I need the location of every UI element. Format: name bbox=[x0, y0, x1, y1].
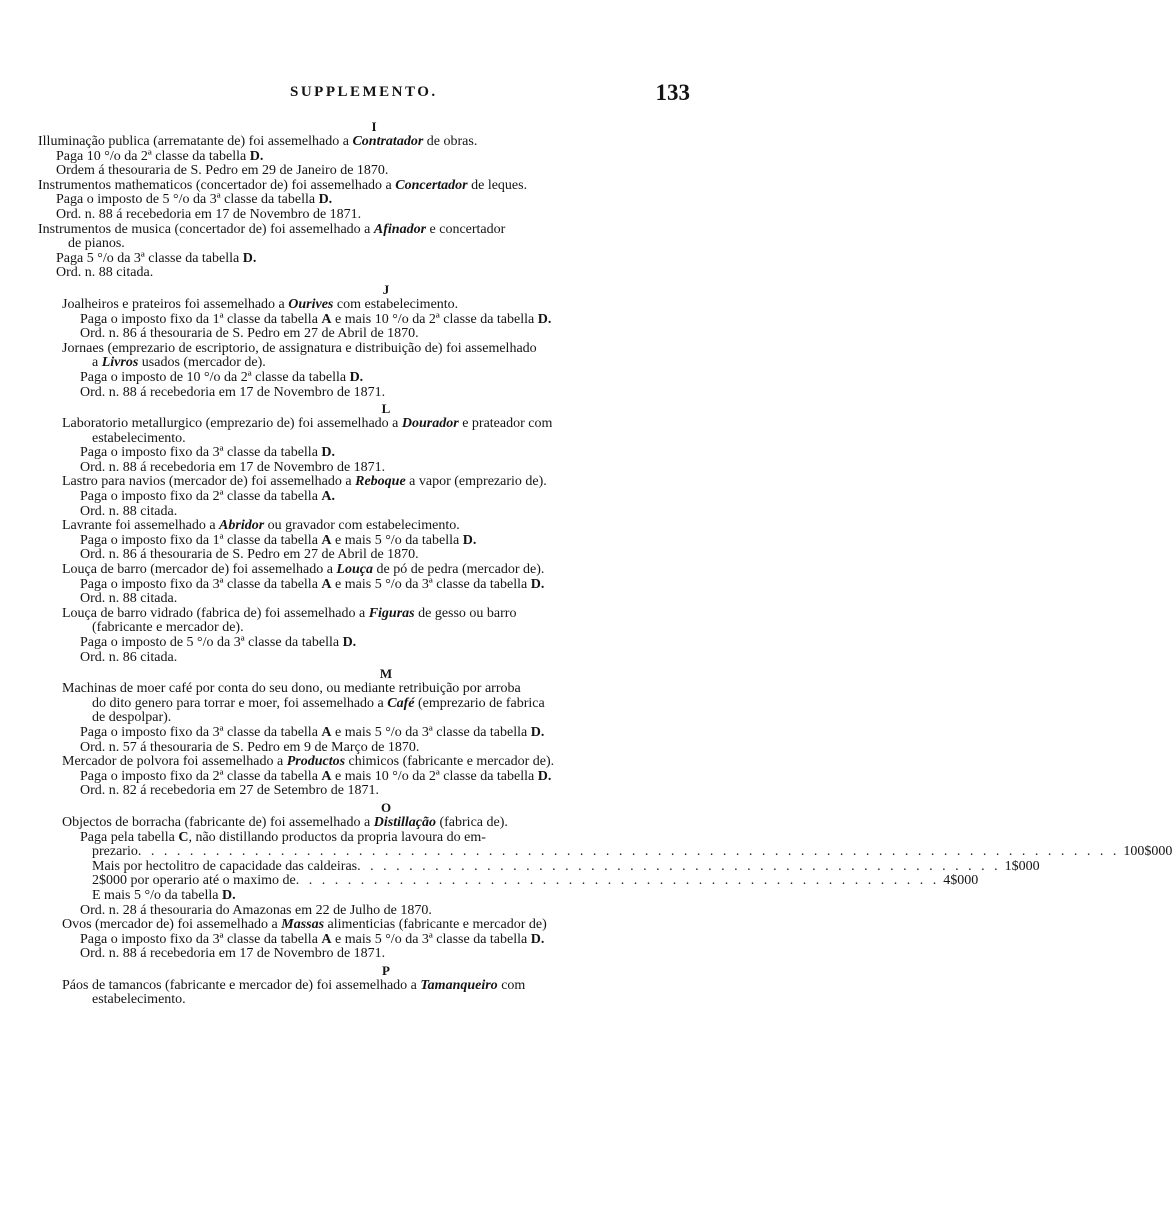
entry-reference: Ord. n. 82 á recebedoria em 27 de Setembro de 1871. bbox=[80, 783, 379, 799]
section-heading-m: M bbox=[379, 666, 393, 682]
entry-instrumentos-musica: Instrumentos de musica (concertador de) foi assemelhado a Afinador e concertador bbox=[38, 221, 506, 237]
entry-reference: Ord. n. 88 á recebedoria em 17 de Novembro de 1871. bbox=[80, 946, 386, 962]
entry-reference: Ord. n. 86 á thesouraria de S. Pedro em 27 de Abril de 1870. bbox=[80, 547, 419, 563]
page-number: 133 bbox=[655, 80, 690, 105]
section-heading-i: I bbox=[371, 119, 377, 134]
entry-mercador-polvora: Mercador de polvora foi assemelhado a Productos chimicos (fabricante e mercador de). bbox=[62, 754, 555, 770]
section-heading-o: O bbox=[380, 799, 392, 815]
section-heading-l: L bbox=[381, 401, 391, 417]
entry-detail: Paga o imposto fixo da 1ª classe da tabella A e mais 5 °/o da tabella D. bbox=[80, 532, 477, 548]
page-body bbox=[38, 118, 1172, 1008]
entry-continuation: (fabricante e mercador de). bbox=[92, 620, 244, 636]
entry-detail: Paga pela tabella C, não distillando productos da propria lavoura do em- bbox=[80, 829, 486, 845]
entry-detail: Paga o imposto de 10 °/o da 2ª classe da tabella D. bbox=[80, 369, 364, 385]
running-title: SUPPLEMENTO. bbox=[290, 84, 438, 100]
page-header bbox=[0, 80, 768, 110]
entry-paos-tamancos: Páos de tamancos (fabricante e mercador de) foi assemelhado a Tamanqueiro com bbox=[62, 977, 526, 993]
entry-detail: Paga o imposto fixo da 2ª classe da tabella A e mais 10 °/o da 2ª classe da tabella D. bbox=[80, 768, 552, 784]
entry-objectos-borracha: Objectos de borracha (fabricante de) foi assemelhado a Distillação (fabrica de). bbox=[62, 814, 508, 830]
entry-continuation: de pianos. bbox=[68, 236, 125, 252]
entry-detail: Paga o imposto de 5 °/o da 3ª classe da tabella D. bbox=[56, 192, 333, 208]
entry-machinas-cafe: Machinas de moer café por conta do seu dono, ou mediante retribuição por arroba bbox=[62, 681, 521, 697]
entry-instrumentos-mathematicos: Instrumentos mathematicos (concertador de) foi assemelhado a Concertador de leques. bbox=[38, 177, 528, 193]
entry-detail: Paga 10 °/o da 2ª classe da tabella D. bbox=[56, 148, 264, 164]
entry-detail: E mais 5 °/o da tabella D. bbox=[92, 887, 236, 903]
fee-row: Mais por hectolitro de capacidade das caldeiras . . . . . . . . . . . . . . . . . . . . . . . . . . . . . . . . . . . . . . . . . . . . . . . . . . 1$000 bbox=[92, 858, 1040, 874]
entry-reference: Ord. n. 88 á recebedoria em 17 de Novembro de 1871. bbox=[56, 206, 362, 222]
entry-detail: Paga o imposto de 5 °/o da 3ª classe da tabella D. bbox=[80, 635, 357, 650]
entry-detail: Paga o imposto fixo da 3ª classe da tabella A e mais 5 °/o da 3ª classe da tabella D. bbox=[80, 576, 545, 592]
entry-continuation: de despolpar). bbox=[92, 710, 172, 726]
entry-jornaes: Jornaes (emprezario de escriptorio, de assignatura e distribuição de) foi assemelhado bbox=[62, 340, 537, 356]
entry-laboratorio: Laboratorio metallurgico (emprezario de) foi assemelhado a Dourador e prateador com bbox=[62, 416, 553, 432]
entry-reference: Ord. n. 88 citada. bbox=[80, 503, 178, 519]
entry-lavrante: Lavrante foi assemelhado a Abridor ou gravador com estabelecimento. bbox=[62, 518, 460, 534]
entry-reference: Ord. n. 28 á thesouraria do Amazonas em 22 de Julho de 1870. bbox=[80, 902, 432, 918]
entry-reference: Ord. n. 88 á recebedoria em 17 de Novembro de 1871. bbox=[80, 459, 386, 475]
fee-row: prezario . . . . . . . . . . . . . . . . . . . . . . . . . . . . . . . . . . . . . . . . . . . . . . . . . . . . . . . . . . . . . . . . . . . . . . . . . . . . 100$000 bbox=[92, 844, 1172, 860]
entry-reference: Ord. n. 88 á recebedoria em 17 de Novembro de 1871. bbox=[80, 384, 386, 400]
entry-illuminacao: Illuminação publica (arrematante de) foi assemelhado a Contratador de obras. bbox=[38, 134, 478, 149]
entry-continuation: do dito genero para torrar e moer, foi assemelhado a Café (emprezario de fabrica bbox=[92, 695, 545, 711]
entry-continuation: estabelecimento. bbox=[92, 992, 186, 1008]
entry-detail: Paga o imposto fixo da 3ª classe da tabella D. bbox=[80, 445, 336, 461]
entry-reference: Ord. n. 57 á thesouraria de S. Pedro em 9 de Março de 1870. bbox=[80, 739, 420, 755]
entry-reference: Ordem á thesouraria de S. Pedro em 29 de Janeiro de 1870. bbox=[56, 163, 389, 179]
entry-reference: Ord. n. 86 citada. bbox=[80, 649, 178, 665]
entry-louca-vidrado: Louça de barro vidrado (fabrica de) foi assemelhado a Figuras de gesso ou barro bbox=[62, 605, 517, 621]
entry-continuation: estabelecimento. bbox=[92, 430, 186, 446]
section-heading-p: P bbox=[382, 962, 390, 978]
entry-louca-barro: Louça de barro (mercador de) foi assemelhado a Louça de pó de pedra (mercador de). bbox=[62, 562, 545, 578]
entry-detail: Paga o imposto fixo da 3ª classe da tabella A e mais 5 °/o da 3ª classe da tabella D. bbox=[80, 931, 545, 947]
entry-reference: Ord. n. 88 citada. bbox=[56, 265, 154, 281]
entry-detail: Paga o imposto fixo da 3ª classe da tabella A e mais 5 °/o da 3ª classe da tabella D. bbox=[80, 724, 545, 740]
entry-detail: Paga 5 °/o da 3ª classe da tabella D. bbox=[56, 250, 257, 266]
entry-lastro: Lastro para navios (mercador de) foi assemelhado a Reboque a vapor (emprezario de). bbox=[62, 474, 547, 490]
entry-continuation: a Livros usados (mercador de). bbox=[92, 355, 266, 371]
fee-row: 2$000 por operario até o maximo de . . . . . . . . . . . . . . . . . . . . . . . . . . . . . . . . . . . . . . . . . . . . . . . . . . 4$000 bbox=[92, 873, 979, 889]
entry-ovos: Ovos (mercador de) foi assemelhado a Massas alimenticias (fabricante e mercador de) bbox=[62, 917, 547, 933]
entry-detail: Paga o imposto fixo da 1ª classe da tabella A e mais 10 °/o da 2ª classe da tabella D. bbox=[80, 311, 552, 327]
section-heading-j: J bbox=[382, 281, 390, 297]
entry-joalheiros: Joalheiros e prateiros foi assemelhado a Ourives com estabelecimento. bbox=[62, 296, 459, 312]
entry-reference: Ord. n. 86 á thesouraria de S. Pedro em 27 de Abril de 1870. bbox=[80, 326, 419, 342]
entry-reference: Ord. n. 88 citada. bbox=[80, 591, 178, 607]
entry-detail: Paga o imposto fixo da 2ª classe da tabella A. bbox=[80, 489, 336, 505]
